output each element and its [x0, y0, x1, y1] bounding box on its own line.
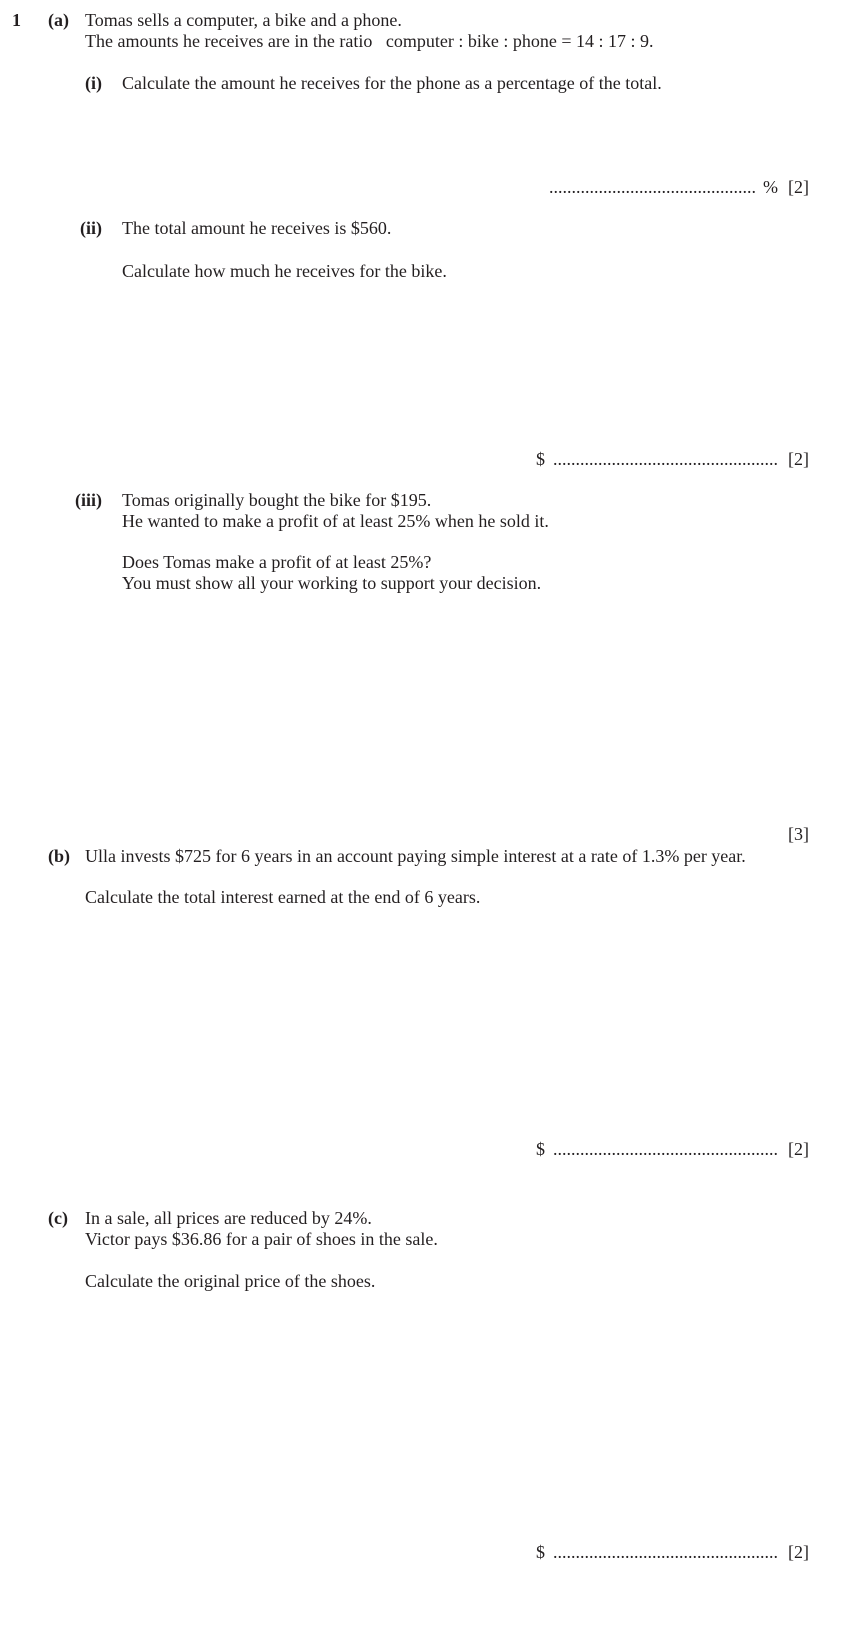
part-a-ratio-line: The amounts he receives are in the ratio computer : bike : phone = 14 : 17 : 9.: [85, 31, 654, 51]
part-a-iii-line-3: Does Tomas make a profit of at least 25%?: [122, 552, 432, 572]
part-b-label: (b): [48, 846, 70, 866]
part-a-ii-label: (ii): [80, 218, 102, 238]
part-a-i-text: Calculate the amount he receives for the phone as a percentage of the total.: [122, 73, 662, 93]
part-a-line-1: Tomas sells a computer, a bike and a phone.: [85, 10, 402, 30]
part-a-iii-line-2: He wanted to make a profit of at least 25% when he sold it.: [122, 511, 549, 531]
part-a-i-marks: [2]: [788, 177, 809, 197]
part-c-marks: [2]: [788, 1542, 809, 1562]
part-a-iii-label: (iii): [75, 490, 102, 510]
dollar-sign: $: [536, 449, 545, 469]
part-c-line-2: Victor pays $36.86 for a pair of shoes in the sale.: [85, 1229, 438, 1249]
dollar-sign: $: [536, 1542, 545, 1562]
part-a-iii-line-4: You must show all your working to support your decision.: [122, 573, 542, 593]
part-a-iii-marks: [3]: [788, 824, 809, 844]
part-b-line-2: Calculate the total interest earned at the end of 6 years.: [85, 887, 481, 907]
part-a-i-label: (i): [85, 73, 102, 93]
part-a-ii-line-2: Calculate how much he receives for the bike.: [122, 261, 447, 281]
part-c-answer-line[interactable]: ..................................................: [553, 1542, 778, 1562]
part-a-label: (a): [48, 10, 69, 30]
part-b-line-1: Ulla invests $725 for 6 years in an account paying simple interest at a rate of 1.3% per year.: [85, 846, 746, 866]
part-a-i-answer-line[interactable]: ..............................................: [549, 177, 756, 197]
part-a-iii-line-1: Tomas originally bought the bike for $195.: [122, 490, 432, 510]
dollar-sign: $: [536, 1139, 545, 1159]
question-number: 1: [12, 10, 21, 30]
part-c-line-3: Calculate the original price of the shoes.: [85, 1271, 376, 1291]
part-a-ii-answer-line[interactable]: ..................................................: [553, 449, 778, 469]
part-b-marks: [2]: [788, 1139, 809, 1159]
part-a-ii-line-1: The total amount he receives is $560.: [122, 218, 392, 238]
part-c-label: (c): [48, 1208, 68, 1228]
percent-unit: %: [763, 177, 778, 197]
part-c-line-1: In a sale, all prices are reduced by 24%.: [85, 1208, 372, 1228]
part-a-ii-marks: [2]: [788, 449, 809, 469]
part-b-answer-line[interactable]: ..................................................: [553, 1139, 778, 1159]
